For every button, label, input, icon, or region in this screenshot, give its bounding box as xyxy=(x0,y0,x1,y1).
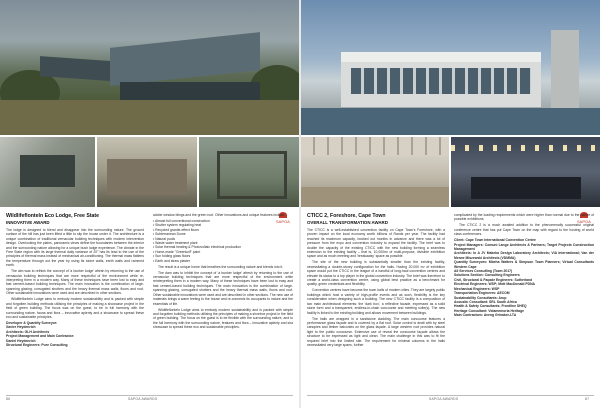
list-item: • Earth and straw plaster xyxy=(153,259,293,263)
paragraph: The site of the new building is substantially smaller than the existing facility, necessitating a double-storey configuration for the halls. Having 20,000 m² of exhibition space would put the CTICC in the league of a handful of long-haul convention centres and elevate its status to a top player in the global convention industry. The brief was therefore to create a world-class convention centre, using global best practice as a benchmark for quality, green credentials and flexibility. xyxy=(307,260,445,287)
credit-line: Health & Safety Consultants: Frontline SHEQ xyxy=(454,304,527,309)
footer-title: SAPOA AWARDS xyxy=(429,397,459,401)
credit-line: Daniel Heydenrich xyxy=(6,338,36,343)
cticc-hero-photo xyxy=(301,0,600,135)
credit-line: Project Management and Main Contractor: xyxy=(6,334,75,339)
credit-line: Civil, Structural & Façade Engineers: Sutherland xyxy=(454,277,533,282)
paragraph: The halls are wrapped in a sandstone cladding. The main concourse features a performance glass façade and is covered by a flat roof. Solar control is dealt with by steel canopies and timber balconies on the glass façade. A large western roof provides natural light to the public concourse. Extensive use of reveal the concourse façade allows the structure to be expressed as light and clean. The main challenge in this was to fit the required brief into the limited site. The requirement for minimal columns in the halls necessitated very large spans, further xyxy=(307,316,445,347)
page-number: 87 xyxy=(585,397,590,401)
credit-line: Solutions Section: Consulting Engineers xyxy=(454,273,520,278)
paragraph: Wildlifeflonteln Lodge aims to embody modern sustainability and is packed with simple and forgotten building methods utilising the principles of making a showcase project in the field of green building. The focus was on the guest, to be in full harmony with the surrounding nature, fauna and flora – innovative aplenty and a showcase to spread these eco and sustainable principles. xyxy=(6,297,144,319)
list-item: • Sun folding glass floors xyxy=(153,254,293,258)
credit-line: Acoustic Consultant: SRL South Africa xyxy=(454,299,517,304)
left-page xyxy=(0,0,299,408)
credit-line: Sustainability Consultants: Arup xyxy=(454,295,507,300)
credits-block xyxy=(454,238,594,317)
list-item: • Shutter system regulating heat xyxy=(153,223,293,227)
credit-line: Structural Engineers: Pure Consulting xyxy=(6,342,68,347)
paragraph: Convention centres have become the town halls of modern cities. They are largely public buildings which host a variety of high-profile events and as such, flexibility is the key consideration when designing such a building. The new CTICC facility is a composition of two main architectural elements: the 'dark box', a reflective facade, expressed as a solid stone form and a transparent, endless-in-chain concourse and meeting suite(s). The new facility is linked to the existing building and allows movement between buildings. xyxy=(307,288,445,315)
left-column-1 xyxy=(6,228,144,347)
credits-block xyxy=(6,321,144,347)
sapoa-logo-left: SAPOA xyxy=(276,212,290,224)
lodge-exterior-photo-3 xyxy=(199,137,299,207)
paragraph: The result is a unique home that breathes the surrounding nature and blends into it. xyxy=(158,264,284,269)
footer-rule xyxy=(307,395,594,396)
credit-line: Project Managers: Comuni Lange Architects & Partners; Target Projects Construction Management xyxy=(454,242,594,252)
lodge-interior-photo-2 xyxy=(97,137,197,207)
list-item: • Home-made "Greenkolf" paint xyxy=(153,250,293,254)
credit-line: Mechanical Engineers: WSP xyxy=(454,286,500,291)
right-article-title: CTICC 2, Foreshore, Cape Town xyxy=(307,213,386,219)
page-number: 86 xyxy=(6,397,11,401)
features-list xyxy=(153,219,293,263)
credit-line: Quantity Surveyors: Mbeha Walters & Simpson Town Planners; Virtual Consultants Western Cape xyxy=(454,260,594,269)
paragraph: The lodge is designed to blend and disappear into the surrounding nature. The ground surface of the hill has just been lifted a little to slip the house under it. The architecture is a unique combination of traditional vernacular building techniques with modern intervention design. Overlooking the plains, panoramic views define the boundaries between the interior and the surrounding nature allowing for a unique bush lodge experience. The climate in the Free State region with its large thermal daily variance of 20° has its lead to the use of the principles of thermal mass instead of mechanical air-conditioning. The thermal mass flattens the temperature through out the year by using its stone walls, earth walls and rammed earth. xyxy=(6,228,144,268)
sapoa-logo-right: SAPOA xyxy=(577,212,591,224)
list-item: • Waste water treatment plant xyxy=(153,241,293,245)
right-page xyxy=(301,0,600,408)
list-item: • Recycled granite-effect floors xyxy=(153,228,293,232)
credit-line: Transportation Engineers: AECOM xyxy=(454,291,510,296)
footer-rule xyxy=(6,395,293,396)
credit-line: Main Contractors: Aveng Grinaker-LTA xyxy=(454,313,517,318)
left-article-title: Wildlifeflonteln Eco Lodge, Free State xyxy=(6,213,100,219)
paragraph: The aim was to rethink the concept of 'a bunker lodge' afresh by returning to the use of vernacular building techniques that are more respectful of the environment while re-interpreting them in a modern way. Many of these techniques have been lost to easy and fast cement-based building techniques. The main innovation is the combination of large-spanning glazing, corrugated shutters and the heavy thermal mass walls, floors and roof. Other sustainable innovations were used and are described in other sections. xyxy=(6,269,144,296)
list-item: • Subterranean Dome xyxy=(153,232,293,236)
credit-line: All Services Consulting (Town 2017) xyxy=(454,269,513,274)
cticc-hall-photo xyxy=(451,137,600,207)
right-article-subtitle: OVERALL TRANSFORMATION AWARD xyxy=(307,220,388,225)
left-column-2 xyxy=(153,213,293,331)
credit-line: Architects: GLH Architects xyxy=(6,329,50,334)
credit-line: Client: Cape Town International Convention Centre xyxy=(454,238,536,243)
left-article-subtitle: INNOVATIVE AWARD xyxy=(6,220,50,225)
credit-line: Architects: In A JV Makeka Design Laboratory Architects; VIA International; Van der Merwe Miszewski Architects (VDMMA) xyxy=(454,251,594,260)
list-item: • Natural pools xyxy=(153,237,293,241)
footer-title: SAPOA AWARDS xyxy=(128,397,158,401)
paragraph: The CTICC is a well-established convention facility on Cape Town's Foreshore, with a proven impact on the local economy worth billions of Rands per year. The facility had reached its maximum capacity, booked out months in advance and there was a lot of pressure from the expo and convention industry to expand the facility. The brief was to double the capacity of the existing CTICC with the new building forming a seamless extension to the existing facility – that is, 10,000m² of multi-purpose, divisible exhibition space and as much meeting and 'breakaway' space as possible. xyxy=(307,228,445,259)
right-column-1 xyxy=(307,228,445,349)
paragraph: The dam was to inhibit the concept of 'a bunker lodge' afresh by returning to the use of vernacular building techniques that are more respectful of the environment while reinterpreting them in a modern way. Many of these techniques have been lost to easy and fast cement-based building techniques. The main innovation is the combination of large-spanning glazing, corrugated shutters and the heavy thermal mass walls, floors and roof. Other sustainable innovations were used and are described in other sections. The new use of materials brings a warm feeling to the house and re-connects its occupants to nature and the essentials of life. xyxy=(153,270,293,306)
credit-line: Electrical Engineers: WSP; Mott MacDonald PDNA xyxy=(454,282,536,287)
list-item: • Almost full conventional construction xyxy=(153,219,293,223)
cticc-concourse-photo xyxy=(301,137,449,207)
right-column-2 xyxy=(454,213,594,318)
paragraph: The CTICC 2 is a much awaited addition to the phenomenally successful original conference centre that has put Cape Town on the map with regard to the hosting of world class conferences. xyxy=(454,223,594,237)
paragraph: complicated by the loading requirements which were higher than normal due to the nature of possible exhibitions. xyxy=(454,213,594,222)
credit-line: Xavier Heydenrich xyxy=(6,325,36,330)
credit-line: Developer & Quantity Surveyor: xyxy=(6,320,58,325)
paragraph: Wildlifeflonteln Lodge aims to embody modern sustainability and is packed with simple and forgotten building methods utilising the principles of making a shoebox project in the field of green building. The focus on the guest is to be flexible with the surrounding nature, and to the full harmony with the surrounding nature, features and flora – innovative aplenty and sha showcase to spread these eco and sustainable principles. xyxy=(153,307,293,330)
list-item: • Solar thermal heating & Photovoltaic electrical production xyxy=(153,245,293,249)
lodge-hero-photo xyxy=(0,0,299,135)
lodge-interior-photo-1 xyxy=(0,137,95,207)
credit-line: Heritage Consultant: Vidamemoria Heritage xyxy=(454,308,525,313)
paragraph: adobe window blings and the green roof. Other innovations and unique features include: xyxy=(153,213,286,217)
